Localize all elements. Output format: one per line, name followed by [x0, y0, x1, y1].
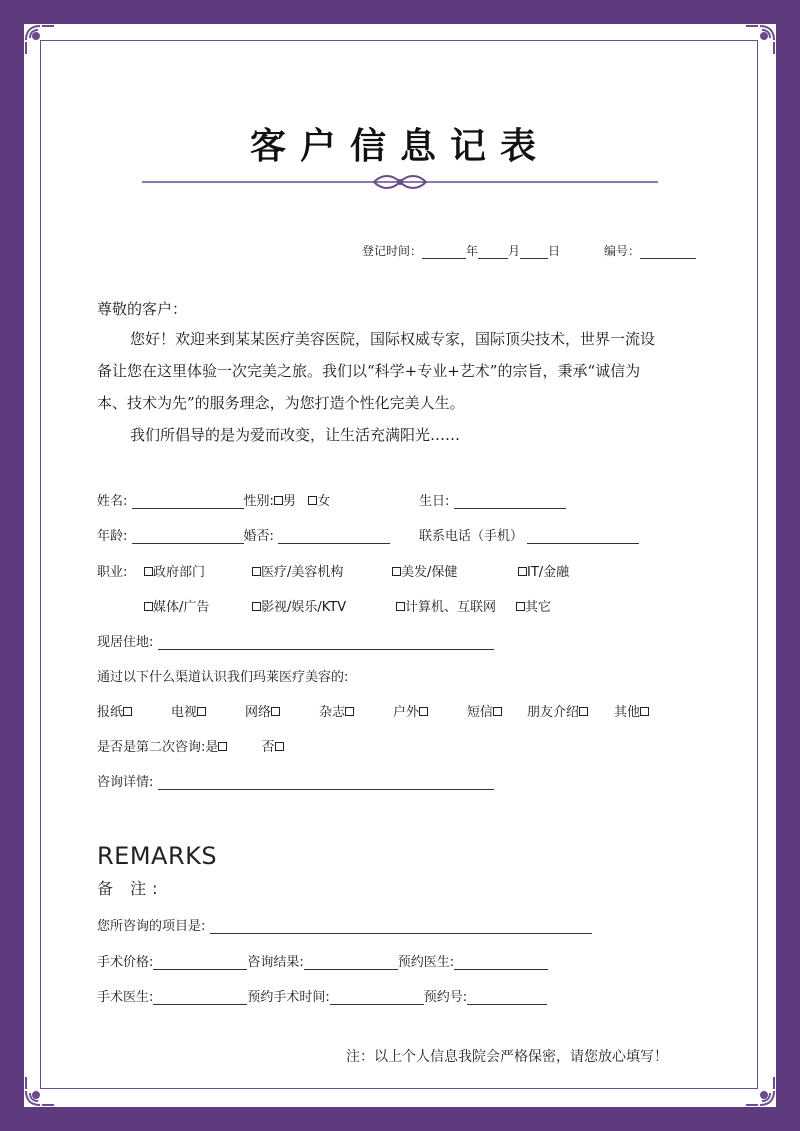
male-checkbox[interactable] — [274, 496, 283, 505]
occupation-option[interactable] — [144, 596, 209, 615]
intro-line-2: 备让您在这里体验一次完美之旅。我们以“科学+专业+艺术”的宗旨，秉承“诚信为 — [97, 362, 641, 380]
project-label: 您所咨询的项目是: — [97, 919, 206, 934]
reg-time-label: 登记时间： — [362, 244, 423, 258]
registration-line — [362, 242, 560, 259]
result-label: 咨询结果: — [247, 955, 304, 970]
channel-option[interactable] — [245, 701, 280, 720]
surgeon-row — [97, 986, 547, 1005]
address-field[interactable] — [158, 635, 494, 650]
privacy-notice: 注：以上个人信息我院会严格保密，请您放心填写！ — [346, 1049, 668, 1065]
remarks-title-cn: 备 注: — [97, 879, 164, 898]
yes-checkbox[interactable] — [218, 742, 227, 751]
checkbox[interactable] — [518, 567, 527, 576]
occupation-option-label: IT/金融 — [527, 565, 570, 580]
number-field[interactable] — [640, 244, 696, 259]
checkbox[interactable] — [396, 602, 405, 611]
address-row — [97, 631, 494, 650]
project-field[interactable] — [210, 919, 592, 934]
channel-option[interactable] — [97, 701, 132, 720]
price-field[interactable] — [153, 955, 247, 970]
channel-option[interactable] — [319, 701, 354, 720]
age-row — [97, 525, 390, 544]
appt-no-field[interactable] — [467, 990, 547, 1005]
checkbox[interactable] — [640, 707, 649, 716]
checkbox[interactable] — [144, 602, 153, 611]
name-field[interactable] — [132, 494, 244, 509]
channel-label: 短信 — [467, 705, 494, 720]
surgery-time-field[interactable] — [330, 990, 424, 1005]
birthday-label: 生日: — [419, 494, 450, 509]
details-label: 咨询详情: — [97, 775, 154, 790]
details-row — [97, 771, 494, 790]
page-title: 客户信息记表 — [249, 125, 550, 167]
remarks-title-en: REMARKS — [97, 842, 218, 870]
channel-option[interactable] — [527, 701, 588, 720]
phone-field[interactable] — [527, 529, 639, 544]
result-field[interactable] — [304, 955, 398, 970]
phone-label: 联系电话（手机） — [419, 529, 524, 544]
salutation: 尊敬的客户： — [97, 300, 188, 318]
channel-label: 杂志 — [319, 705, 346, 720]
checkbox[interactable] — [144, 567, 153, 576]
occupation-option[interactable] — [518, 561, 569, 580]
occupation-option[interactable] — [392, 561, 457, 580]
corner-ornament-icon — [22, 22, 62, 62]
channel-label: 户外 — [393, 705, 420, 720]
occupation-option-label: 影视/娱乐/KTV — [261, 600, 347, 615]
gender-label: 性别: — [243, 494, 274, 509]
price-row — [97, 951, 548, 970]
year-field[interactable] — [422, 244, 466, 259]
checkbox[interactable] — [345, 707, 354, 716]
number-label: 编号： — [604, 244, 641, 258]
surgery-time-label: 预约手术时间: — [247, 990, 330, 1005]
corner-ornament-icon — [738, 22, 778, 62]
channel-option[interactable] — [467, 701, 502, 720]
channel-question: 通过以下什么渠道认识我们玛莱医疗美容的: — [97, 670, 349, 685]
occupation-option[interactable] — [396, 596, 496, 615]
occupation-label: 职业: — [97, 565, 128, 580]
checkbox[interactable] — [579, 707, 588, 716]
intro-line-1: 您好！欢迎来到某某医疗美容医院，国际权威专家，国际顶尖技术，世界一流设 — [130, 330, 656, 348]
channel-option[interactable] — [171, 701, 206, 720]
second-consult-row — [97, 736, 284, 755]
occupation-option[interactable] — [516, 596, 551, 615]
channel-label: 报纸 — [97, 705, 124, 720]
channel-option[interactable] — [614, 701, 649, 720]
name-row — [97, 490, 330, 509]
occupation-option-label: 其它 — [525, 600, 552, 615]
male-label: 男 — [282, 494, 296, 509]
doctor-appt-field[interactable] — [454, 955, 548, 970]
channel-label: 其他 — [614, 705, 641, 720]
checkbox[interactable] — [392, 567, 401, 576]
checkbox[interactable] — [419, 707, 428, 716]
intro-line-3: 本、技术为先”的服务理念，为您打造个性化完美人生。 — [97, 394, 465, 412]
phone-row — [419, 525, 639, 544]
occupation-option[interactable] — [252, 561, 343, 580]
channel-label: 网络 — [245, 705, 272, 720]
project-row — [97, 915, 592, 934]
number-line — [604, 242, 696, 259]
yes-label: 是 — [205, 740, 219, 755]
details-field[interactable] — [158, 775, 494, 790]
price-label: 手术价格: — [97, 955, 154, 970]
address-label: 现居住地: — [97, 635, 154, 650]
title-divider — [142, 170, 658, 194]
checkbox[interactable] — [516, 602, 525, 611]
surgeon-label: 手术医生: — [97, 990, 154, 1005]
marital-label: 婚否: — [243, 529, 274, 544]
year-label: 年 — [466, 244, 479, 258]
day-field[interactable] — [520, 244, 548, 259]
occupation-option-label: 媒体/广告 — [153, 600, 210, 615]
doctor-appt-label: 预约医生: — [397, 955, 455, 970]
checkbox[interactable] — [252, 602, 261, 611]
no-checkbox[interactable] — [275, 742, 284, 751]
occupation-option-label: 计算机、互联网 — [405, 600, 497, 615]
occupation-option[interactable] — [252, 596, 346, 615]
checkbox[interactable] — [493, 707, 502, 716]
name-label: 姓名: — [97, 494, 128, 509]
month-label: 月 — [508, 244, 521, 258]
month-field[interactable] — [478, 244, 508, 259]
corner-ornament-icon — [22, 1069, 62, 1109]
checkbox[interactable] — [271, 707, 280, 716]
checkbox[interactable] — [197, 707, 206, 716]
checkbox[interactable] — [252, 567, 261, 576]
age-field[interactable] — [132, 529, 244, 544]
appt-no-label: 预约号: — [423, 990, 468, 1005]
second-consult-label: 是否是第二次咨询: — [97, 740, 206, 755]
corner-ornament-icon — [738, 1069, 778, 1109]
female-checkbox[interactable] — [308, 496, 317, 505]
occupation-option-label: 政府部门 — [153, 565, 206, 580]
channel-label: 朋友介绍 — [527, 705, 580, 720]
female-label: 女 — [317, 494, 331, 509]
marital-field[interactable] — [278, 529, 390, 544]
surgeon-field[interactable] — [153, 990, 247, 1005]
age-label: 年龄: — [97, 529, 128, 544]
channel-label: 电视 — [171, 705, 198, 720]
checkbox[interactable] — [123, 707, 132, 716]
birthday-field[interactable] — [454, 494, 566, 509]
occupation-option-label: 医疗/美容机构 — [261, 565, 344, 580]
intro-line-4: 我们所倡导的是为爱而改变，让生活充满阳光…… — [130, 426, 461, 444]
channel-option[interactable] — [393, 701, 428, 720]
day-label: 日 — [548, 244, 561, 258]
occupation-option-label: 美发/保健 — [401, 565, 458, 580]
no-label: 否 — [261, 740, 275, 755]
birthday-row — [419, 490, 566, 509]
occupation-option[interactable] — [144, 561, 205, 580]
